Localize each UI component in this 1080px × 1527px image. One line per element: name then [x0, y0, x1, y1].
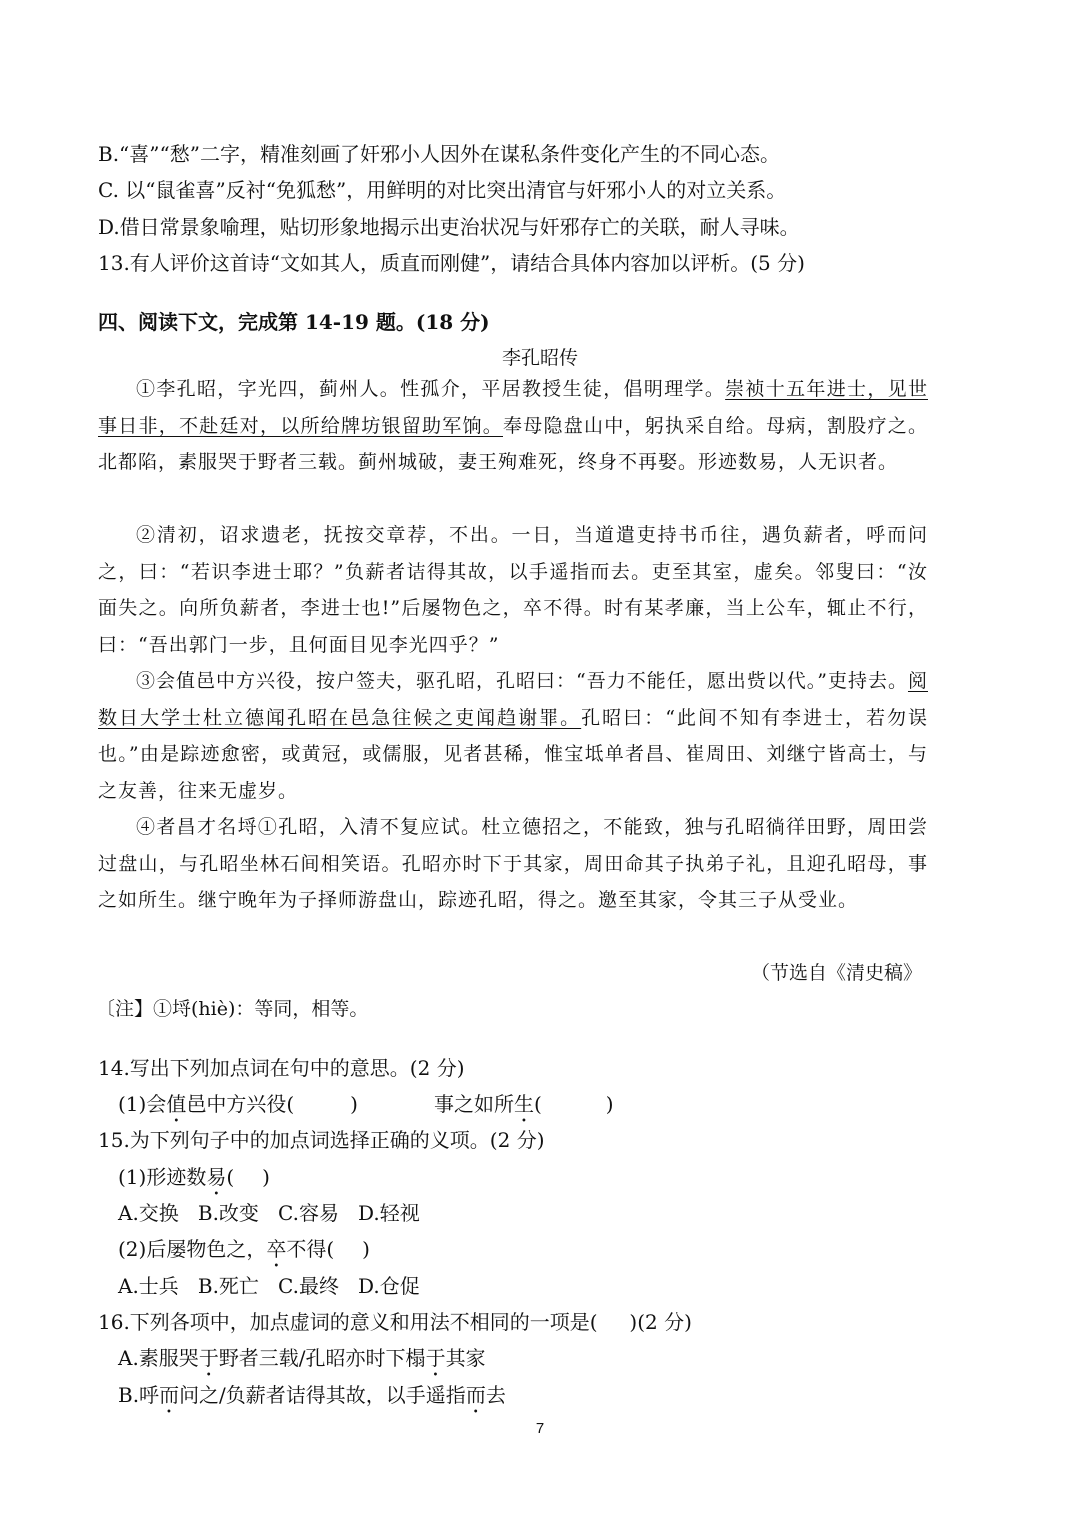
- annotation-note: 〔注】①埒(hiè)：等同，相等。: [96, 998, 369, 1020]
- passage-title: 李孔昭传: [501, 347, 578, 369]
- page-number: 7: [535, 1420, 545, 1437]
- question-13: 13.有人评价这首诗“文如其人，质直而刚健”，请结合具体内容加以评析。(5 分): [98, 251, 805, 275]
- question-15-options-1: A.交换 B.改变 C.容易 D.轻视: [118, 1201, 420, 1225]
- passage-paragraph-4: ④者昌才名埒①孔昭，入清不复应试。杜立德招之，不能致，独与孔昭徜徉田野，周田尝过盘山，与孔昭坐林石间相笑语。孔昭亦时下于其家，周田命其子执弟子礼，且迎孔昭母，事之如所生。继宁晚年为子择师游盘山，踪迹孔昭，得之。邀至其家，令其三子从受业。: [98, 816, 928, 911]
- q14-item2-pre: 事之如所: [433, 1092, 514, 1116]
- p1-text: ①李孔昭，字光四，蓟州人。性孤介，平居教授生徒，倡明理学。: [136, 378, 726, 400]
- q16-b-mid: 问之/负薪者诘得其故，以手遥指: [179, 1383, 466, 1407]
- q14-item2-close: ): [605, 1092, 614, 1116]
- question-15-sentence-2: [118, 1233, 370, 1272]
- option-c: C. 以“鼠雀喜”反衬“免狐愁”，用鲜明的对比突出清官与奸邪小人的对立关系。: [98, 178, 787, 202]
- q16-a-dotted-2: 于: [425, 1346, 446, 1370]
- q16-a-pre: A.素服哭: [118, 1346, 199, 1370]
- q16-b-dotted-1: 而: [159, 1383, 180, 1407]
- p3-text-rest: 孔昭曰：“此间不知有李进士，若勿误也。”由是踪迹愈密，或黄冠，或儒服，见者甚稀，惟宝坻单者昌、崔周田、刘继宁皆高士，与之友善，往来无虚岁。: [98, 706, 928, 802]
- q16-a-dotted-1: 于: [198, 1346, 219, 1370]
- question-14-items: [118, 1088, 614, 1127]
- q16-b-pre: B.呼: [118, 1383, 160, 1407]
- option-d: D.借日常景象喻理，贴切形象地揭示出吏治状况与奸邪存亡的关联，耐人寻味。: [98, 215, 800, 239]
- question-15-options-2: A.士兵 B.死亡 C.最终 D.仓促: [118, 1274, 420, 1298]
- q15-s1-pre: (1)形迹数: [118, 1165, 207, 1189]
- question-15: 15.为下列句子中的加点词选择正确的义项。(2 分): [98, 1128, 545, 1152]
- p3-text: ③会值邑中方兴役，按户签夫，驱孔昭，孔昭曰：“吾力不能任，愿出赀以代。”吏持去。: [136, 670, 908, 692]
- passage-paragraph-2: ②清初，诏求遗老，抚按交章荐，不出。一日，当道遣吏持书币往，遇负薪者，呼而问之，曰：“若识李进士耶？”负薪者诘得其故，以手遥指而去。吏至其室，虚矣。邻叟曰：“汝面失之。向所负薪者，李进士也!”后屡物色之，卒不得。时有某孝廉，当上公车，辄止不行，曰：“吾出郭门一步，且何面目见李光四乎？”: [98, 524, 928, 656]
- p1-text-rest: 奉母隐盘山中，躬执采自给。母病，割股疗之。北都陷，素服哭于野者三载。蓟州城破，妻王殉难死，终身不再娶。形迹数易，人无识者。: [98, 414, 928, 473]
- q15-s2-pre: (2)后屡物色之，: [118, 1237, 267, 1261]
- p3-underlined: 阅数日大学士杜立德闻孔昭在邑急往候之吏闻趋谢罪。: [98, 670, 928, 729]
- q15-s2-post: 不得(: [286, 1237, 335, 1261]
- question-15-sentence-1: [118, 1161, 270, 1200]
- passage-source: （节选自《清史稿》: [750, 962, 922, 984]
- q16-a-mid: 野者三载/孔昭亦时下榻: [218, 1346, 426, 1370]
- q14-item1-post: 邑中方兴役(: [186, 1092, 295, 1116]
- q15-s1-close: ): [262, 1165, 270, 1189]
- question-16-option-a: [118, 1342, 486, 1381]
- passage-paragraph-3: [98, 663, 928, 809]
- q14-item1-close: ): [350, 1092, 358, 1116]
- q14-item2-dotted: 生: [513, 1092, 534, 1116]
- q14-item2-open: (: [533, 1092, 542, 1116]
- q15-s2-close: ): [362, 1237, 370, 1261]
- q16-b-post: 去: [485, 1383, 506, 1407]
- question-16-option-b: [118, 1379, 506, 1418]
- q14-item1-dotted: 值: [166, 1092, 187, 1116]
- option-b: B.“喜”“愁”二字，精准刻画了奸邪小人因外在谋私条件变化产生的不同心态。: [98, 142, 780, 166]
- p1-underlined: 崇祯十五年进士，见世事日非，不赴廷对，以所给牌坊银留助军饷。: [98, 378, 928, 437]
- passage-paragraph-1: [98, 371, 928, 481]
- q15-s1-post: (: [226, 1165, 235, 1189]
- question-14: 14.写出下列加点词在句中的意思。(2 分): [98, 1056, 465, 1080]
- section-title: 四、阅读下文，完成第 14-19 题。(18 分): [98, 310, 490, 334]
- q16-a-post: 其家: [445, 1346, 486, 1370]
- question-16: 16.下列各项中，加点虚词的意义和用法不相同的一项是( )(2 分): [98, 1310, 692, 1334]
- q15-s1-dotted: 易: [206, 1165, 227, 1189]
- q14-item1-pre: (1)会: [118, 1092, 167, 1116]
- q15-s2-dotted: 卒: [266, 1237, 287, 1261]
- q16-b-dotted-2: 而: [465, 1383, 486, 1407]
